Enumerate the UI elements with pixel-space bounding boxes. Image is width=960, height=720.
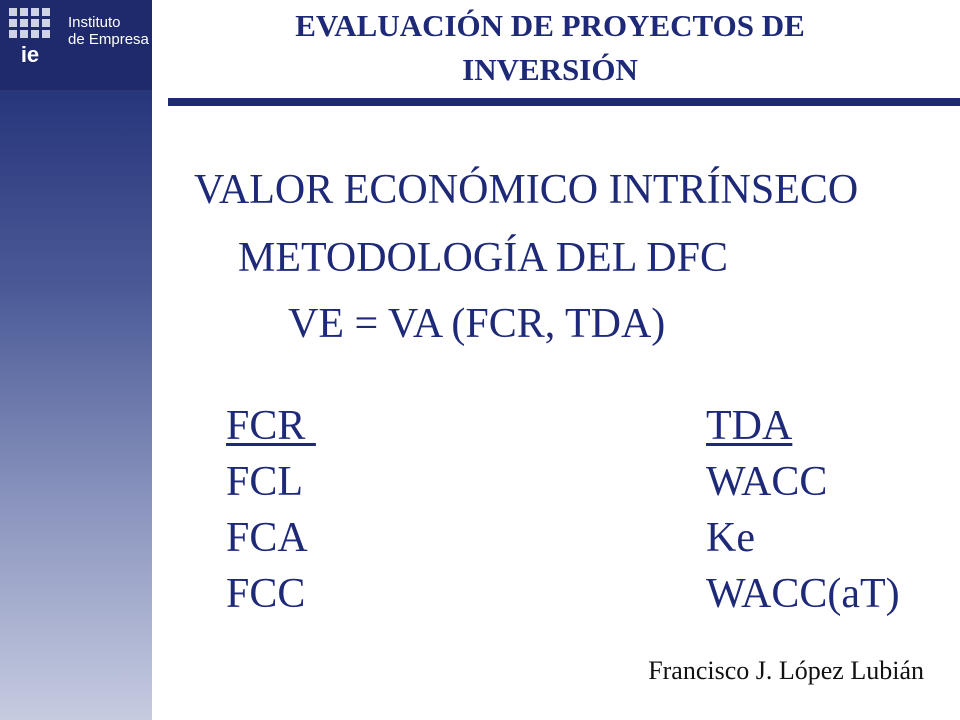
institution-logo — [0, 0, 152, 90]
left-column-item: FCC — [226, 571, 306, 617]
right-column-item: Ke — [706, 515, 755, 561]
left-column-item: FCA — [226, 515, 308, 561]
author-credit: Francisco J. López Lubián — [648, 656, 924, 685]
left-column-header: FCR — [226, 403, 316, 449]
slide-title-line-1: EVALUACIÓN DE PROYECTOS DE — [295, 8, 805, 43]
logo-mark-icon — [0, 0, 60, 90]
subheading: METODOLOGÍA DEL DFC — [238, 235, 728, 281]
logo-line-1: Instituto — [68, 14, 121, 31]
sidebar-gradient — [0, 0, 152, 720]
main-heading: VALOR ECONÓMICO INTRÍNSECO — [194, 167, 859, 213]
logo-mark-text: ie — [20, 42, 40, 67]
logo-text — [68, 14, 149, 48]
title-divider — [168, 98, 960, 106]
slide-title-line-2: INVERSIÓN — [462, 52, 638, 87]
left-column — [226, 398, 316, 622]
slide-title — [168, 4, 932, 92]
left-column-item: FCL — [226, 459, 304, 505]
logo-line-2: de Empresa — [68, 31, 149, 48]
right-column-item: WACC(aT) — [706, 571, 900, 617]
right-column-header: TDA — [706, 403, 793, 449]
right-column-item: WACC — [706, 459, 828, 505]
right-column — [706, 398, 900, 622]
formula: VE = VA (FCR, TDA) — [288, 301, 666, 347]
